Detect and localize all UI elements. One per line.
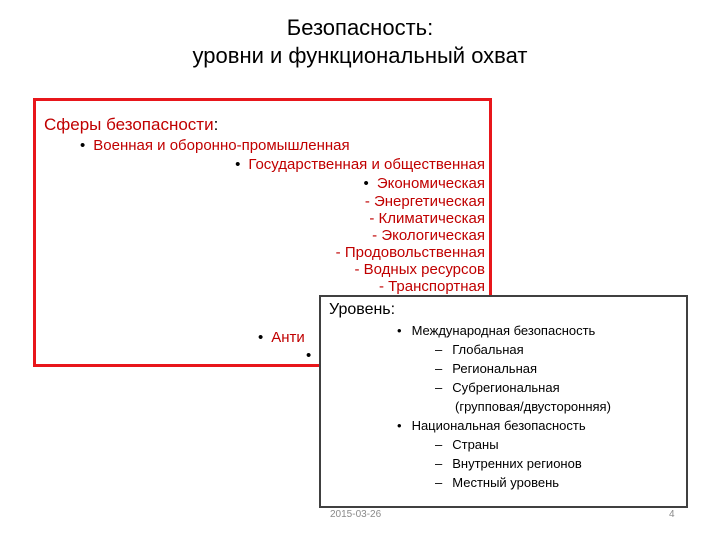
sphere-item-label: Государственная и общественная (248, 156, 485, 173)
level-item-label: Внутренних регионов (452, 456, 582, 471)
bullet-icon: • (80, 137, 86, 154)
sub-item-transport: - Транспортная (378, 278, 485, 295)
level-international-label: Международная безопасность (411, 323, 596, 338)
level-item-label: Глобальная (452, 342, 524, 357)
sphere-item-label: Военная и оборонно-промышленная (93, 137, 350, 154)
bullet-icon: • (363, 175, 369, 192)
level-subregional-note: (групповая/двусторонняя) (455, 399, 611, 414)
sphere-item-label: Анти (271, 329, 305, 346)
bullet-icon: • (258, 329, 264, 346)
level-item-label: Местный уровень (452, 475, 560, 490)
dash-icon: – (435, 475, 443, 490)
level-item-label: Региональная (452, 361, 538, 376)
page-number: 4 (669, 509, 675, 520)
sub-item-food: - Продовольственная (335, 244, 485, 261)
sphere-item-hidden (306, 347, 319, 364)
level-item-label: Субрегиональная (452, 380, 560, 395)
slide-title (0, 14, 720, 70)
level-subregional (435, 380, 560, 396)
level-national (397, 418, 586, 434)
level-local (435, 475, 559, 491)
footer-date: 2015-03-26 (330, 509, 382, 520)
level-national-label: Национальная безопасность (411, 418, 586, 433)
dash-icon: – (435, 456, 443, 471)
level-country (435, 437, 499, 453)
level-regional (435, 361, 537, 377)
slide-title-line-2: уровни и функциональный охват (192, 43, 528, 68)
bullet-icon: • (306, 347, 312, 364)
dash-icon: – (435, 380, 443, 395)
bullet-icon: • (397, 323, 402, 338)
spheres-heading-colon: : (213, 115, 219, 134)
spheres-heading (44, 115, 218, 135)
sphere-item-economic (364, 175, 485, 192)
sphere-item-partial (258, 329, 305, 346)
level-heading (329, 301, 395, 319)
level-item-label: Страны (452, 437, 499, 452)
bullet-icon: • (397, 418, 402, 433)
sub-item-energy: - Энергетическая (364, 193, 485, 210)
sub-item-water: - Водных ресурсов (354, 261, 485, 278)
slide-title-line-1: Безопасность: (286, 15, 434, 40)
security-level-box (319, 295, 688, 508)
sub-item-climate: - Климатическая (369, 210, 485, 227)
bullet-icon: • (235, 156, 241, 173)
dash-icon: – (435, 361, 443, 376)
dash-icon: – (435, 342, 443, 357)
sphere-item-state (235, 156, 485, 173)
level-heading-colon: : (390, 301, 396, 318)
sphere-item-military (80, 137, 350, 154)
level-global (435, 342, 524, 358)
level-international (397, 323, 595, 339)
level-internal-regions (435, 456, 582, 472)
dash-icon: – (435, 437, 443, 452)
spheres-heading-text: Сферы безопасности (44, 115, 214, 134)
sphere-item-label: Экономическая (376, 175, 485, 192)
sub-item-ecology: - Экологическая (372, 227, 485, 244)
level-heading-text: Уровень (329, 301, 391, 318)
